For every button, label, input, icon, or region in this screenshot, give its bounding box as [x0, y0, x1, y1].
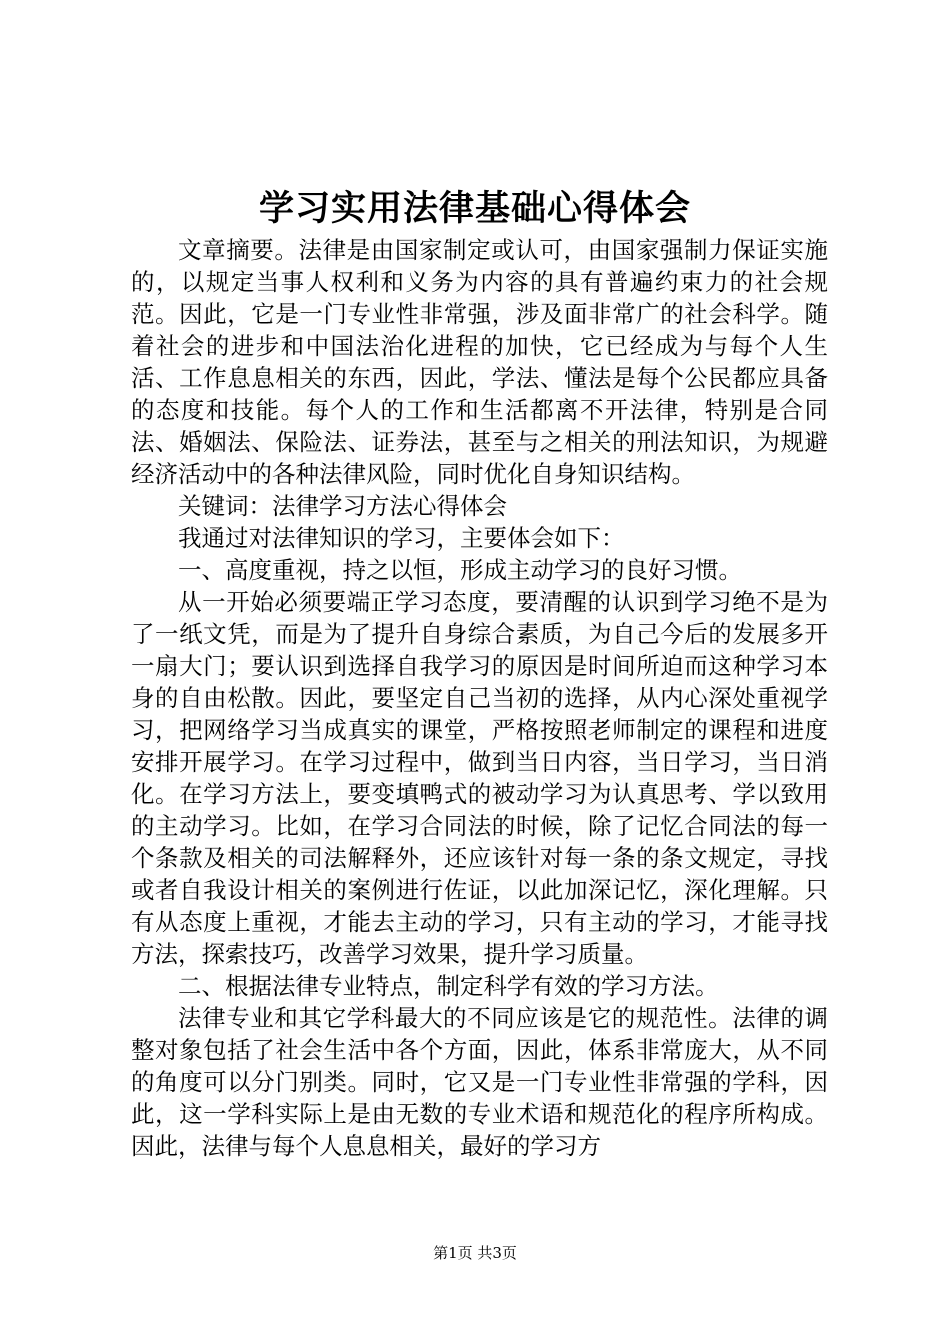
body-paragraph: 法律专业和其它学科最大的不同应该是它的规范性。法律的调整对象包括了社会生活中各个方面，因此，体系非常庞大，从不同的角度可以分门别类。同时，它又是一门专业性非常强的学科，因此，这一学科实际上是由无数的专业术语和规范化的程序所构成。因此，法律与每个人息息相关，最好的学习方 — [131, 1004, 828, 1160]
document-body — [131, 234, 828, 1162]
body-paragraph: 从一开始必须要端正学习态度，要清醒的认识到学习绝不是为了一纸文凭，而是为了提升自身综合素质，为自己今后的发展多开一扇大门；要认识到选择自我学习的原因是时间所迫而这种学习本身的自由松散。因此，要坚定自己当初的选择，从内心深处重视学习，把网络学习当成真实的课堂，严格按照老师制定的课程和进度安排开展学习。在学习过程中，做到当日内容，当日学习，当日消化。在学习方法上，要变填鸭式的被动学习为认真思考、学以致用的主动学习。比如，在学习合同法的时候，除了记忆合同法的每一个条款及相关的司法解释外，还应该针对每一条的条文规定，寻找或者自我设计相关的案例进行佐证，以此加深记忆，深化理解。只有从态度上重视，才能去主动的学习，只有主动的学习，才能寻找方法，探索技巧，改善学习效果，提升学习质量。 — [131, 588, 828, 968]
intro-paragraph: 我通过对法律知识的学习，主要体会如下： — [178, 524, 625, 552]
section-heading-2: 二、根据法律专业特点，制定科学有效的学习方法。 — [178, 972, 719, 1000]
document-title: 学习实用法律基础心得体会 — [258, 189, 691, 229]
section-heading-1: 一、高度重视，持之以恒，形成主动学习的良好习惯。 — [178, 556, 742, 584]
keywords-paragraph: 关键词：法律学习方法心得体会 — [178, 492, 507, 520]
page-number-footer: 第1页 共3页 — [433, 1244, 517, 1262]
abstract-paragraph: 文章摘要。法律是由国家制定或认可，由国家强制力保证实施的，以规定当事人权利和义务为内容的具有普遍约束力的社会规范。因此，它是一门专业性非常强，涉及面非常广的社会科学。随着社会的进步和中国法治化进程的加快，它已经成为与每个人生活、工作息息相关的东西，因此，学法、懂法是每个公民都应具备的态度和技能。每个人的工作和生活都离不开法律，特别是合同法、婚姻法、保险法、证券法，甚至与之相关的刑法知识，为规避经济活动中的各种法律风险，同时优化自身知识结构。 — [131, 236, 828, 488]
